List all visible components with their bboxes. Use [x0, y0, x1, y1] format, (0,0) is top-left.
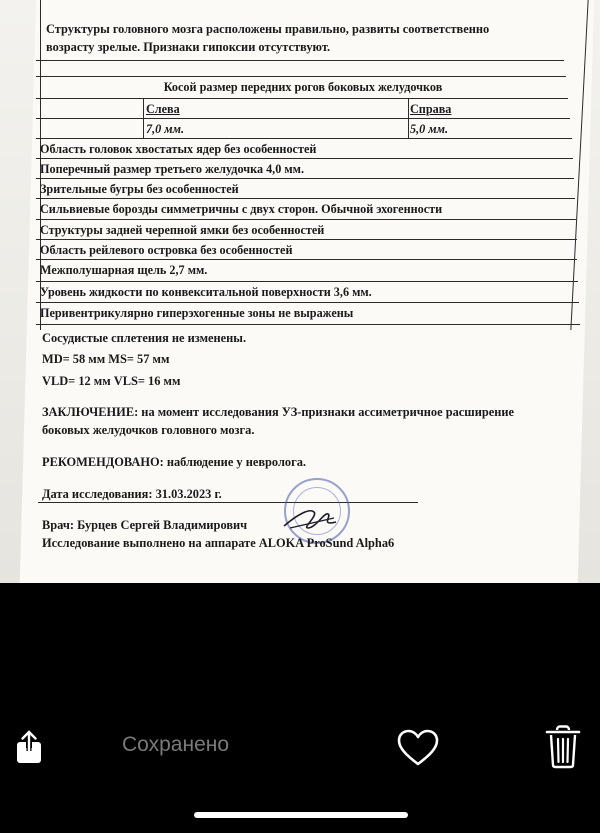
table-row: [36, 259, 577, 281]
table-row: [36, 76, 566, 98]
share-icon: [15, 729, 43, 765]
home-indicator[interactable]: [194, 812, 408, 818]
saved-status: Сохранено: [122, 733, 230, 756]
table-row: [36, 198, 575, 219]
bottom-toolbar: [0, 583, 600, 833]
table-bottom-border: [36, 324, 580, 325]
row-text: Межполушарная щель 2,7 мм.: [40, 263, 208, 277]
row-text: Зрительные бугры без особенностей: [40, 182, 239, 196]
cell-divider: [408, 98, 409, 138]
table-row: [36, 138, 572, 158]
intro-line-1: Структуры головного мозга расположены правильно, развиты соответственно: [46, 22, 490, 36]
left-label: Слева: [146, 102, 180, 116]
delete-button[interactable]: [544, 724, 582, 770]
row-text: Сильвиевые борозды симметричны с двух сторон. Обычной эхогенности: [40, 202, 443, 216]
right-label: Справа: [410, 102, 452, 116]
table-row: [36, 158, 573, 178]
cell-divider: [143, 98, 144, 138]
md-ms-text: MD= 58 мм MS= 57 мм: [42, 352, 170, 366]
intro-line-2: возрасту зрелые. Признаки гипоксии отсутствуют.: [46, 40, 331, 54]
doctor-name: Врач: Бурцев Сергей Владимирович: [42, 518, 248, 532]
oblique-header: Косой размер передних рогов боковых желудочков: [163, 80, 443, 94]
row-text: Поперечный размер третьего желудочка 4,0 мм.: [40, 162, 305, 176]
left-value: 7,0 мм.: [146, 122, 185, 136]
row-text: Область головок хвостатых ядер без особенностей: [40, 142, 317, 156]
signature-mark: [280, 504, 340, 534]
table-row: [36, 118, 570, 138]
table-row: [36, 98, 568, 118]
row-text: Структуры задней черепной ямки без особенностей: [40, 223, 325, 237]
conclusion-line-2: боковых желудочков головного мозга.: [42, 423, 255, 437]
row-text: Уровень жидкости по конвекситальной поверхности 3,6 мм.: [40, 285, 372, 299]
row-text: Перивентрикулярно гиперэхогенные зоны не выражены: [40, 306, 354, 320]
device-text: Исследование выполнено на аппарате ALOKA ProSund Alpha6: [42, 536, 395, 550]
conclusion-line-1: ЗАКЛЮЧЕНИЕ: на момент исследования УЗ-признаки ассиметричное расширение: [42, 405, 515, 419]
heart-icon: [397, 729, 439, 767]
table-row: [36, 281, 578, 302]
table-row: [36, 60, 564, 76]
table-row: [36, 302, 579, 324]
plexus-text: Сосудистые сплетения не изменены.: [42, 331, 247, 345]
study-date: Дата исследования: 31.03.2023 г.: [42, 487, 222, 501]
right-value: 5,0 мм.: [410, 122, 449, 136]
vld-vls-text: VLD= 12 мм VLS= 16 мм: [42, 374, 181, 388]
row-text: Область рейлевого островка без особенностей: [40, 243, 293, 257]
recommendation-text: РЕКОМЕНДОВАНО: наблюдение у невролога.: [42, 455, 307, 469]
table-row: [36, 178, 574, 198]
date-underline: [38, 502, 418, 503]
table-row: [36, 219, 576, 239]
trash-icon: [545, 725, 581, 769]
share-button[interactable]: [14, 728, 44, 766]
table-row: [36, 239, 577, 259]
favorite-button[interactable]: [396, 728, 440, 768]
